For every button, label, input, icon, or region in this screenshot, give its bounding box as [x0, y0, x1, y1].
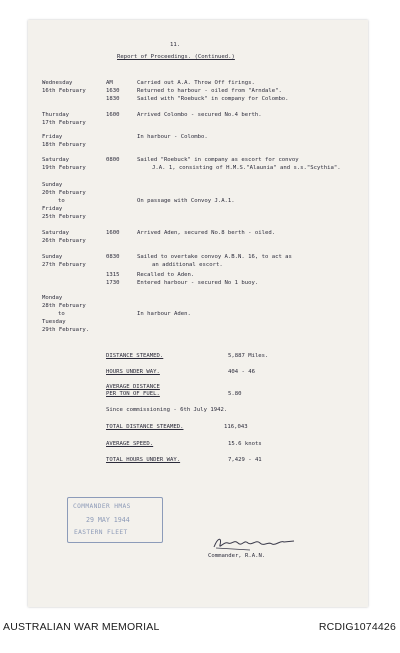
entry-date: Saturday: [42, 230, 69, 236]
entry-text: Arrived Aden, secured No.8 berth - oiled.: [137, 230, 276, 236]
entry-date: 25th February: [42, 214, 86, 220]
entry-time: 1600: [106, 230, 120, 236]
entry-text: Sailed to overtake convoy A.B.N. 16, to act as: [137, 254, 292, 260]
entry-text: Sailed "Roebuck" in company as escort for convoy: [137, 157, 299, 163]
entry-date: 20th February: [42, 190, 86, 196]
avg-distance-value: 5.80: [228, 391, 242, 397]
entry-text: Carried out A.A. Throw Off firings.: [137, 80, 255, 86]
entry-time: AM: [106, 80, 113, 86]
entry-date: 19th February: [42, 165, 86, 171]
entry-time: 0830: [106, 254, 120, 260]
entry-date: Friday: [42, 134, 63, 140]
signature-title: Commander, R.A.N.: [208, 553, 266, 559]
entry-time: 1730: [106, 280, 120, 286]
entry-time: 1830: [106, 96, 120, 102]
entry-text: Returned to harbour - oiled from "Arndale".: [137, 88, 282, 94]
footer-institution: AUSTRALIAN WAR MEMORIAL: [3, 621, 160, 633]
hours-value: 404 - 46: [228, 369, 255, 375]
entry-time: 1630: [106, 88, 120, 94]
entry-date: to: [58, 311, 65, 317]
total-distance-value: 116,043: [224, 424, 248, 430]
avg-speed-label: AVERAGE SPEED.: [106, 441, 154, 447]
signature-icon: [210, 533, 300, 553]
entry-date: Friday: [42, 206, 63, 212]
entry-date: 28th February: [42, 303, 86, 309]
total-hours-value: 7,429 - 41: [228, 457, 262, 463]
entry-date: Monday: [42, 295, 63, 301]
since-commissioning: Since commissioning - 6th July 1942.: [106, 407, 228, 413]
entry-date: Saturday: [42, 157, 69, 163]
hours-label: HOURS UNDER WAY.: [106, 369, 160, 375]
avg-distance-label-2: PER TON OF FUEL.: [106, 391, 160, 397]
distance-label: DISTANCE STEAMED.: [106, 353, 164, 359]
entry-date: to: [58, 198, 65, 204]
entry-date: 16th February: [42, 88, 86, 94]
entry-text: In harbour - Colombo.: [137, 134, 208, 140]
entry-date: Tuesday: [42, 319, 66, 325]
entry-text: On passage with Convoy J.A.1.: [137, 198, 235, 204]
entry-time: 1315: [106, 272, 120, 278]
received-stamp: COMMANDER HMAS 29 MAY 1944 EASTERN FLEET: [67, 497, 163, 543]
entry-date: Thursday: [42, 112, 69, 118]
entry-time: 0800: [106, 157, 120, 163]
entry-text: J.A. 1, consisting of H.M.S."Alaunia" and s.s."Scythia".: [152, 165, 341, 171]
report-title: Report of Proceedings. (Continued.): [117, 54, 235, 60]
page-number: 11.: [170, 42, 181, 48]
total-hours-label: TOTAL HOURS UNDER WAY.: [106, 457, 181, 463]
total-distance-label: TOTAL DISTANCE STEAMED.: [106, 424, 184, 430]
entry-date: 27th February: [42, 262, 86, 268]
avg-speed-value: 15.6 knots: [228, 441, 262, 447]
entry-date: 26th February: [42, 238, 86, 244]
entry-text: Entered harbour - secured No 1 buoy.: [137, 280, 259, 286]
entry-date: 29th February.: [42, 327, 90, 333]
entry-date: 17th February: [42, 120, 86, 126]
entry-text: Recalled to Aden.: [137, 272, 195, 278]
entry-time: 1600: [106, 112, 120, 118]
entry-date: Sunday: [42, 254, 63, 260]
entry-text: Arrived Colombo - secured No.4 berth.: [137, 112, 262, 118]
entry-text: Sailed with "Roebuck" in company for Colombo.: [137, 96, 289, 102]
entry-date: Sunday: [42, 182, 63, 188]
entry-date: 18th February: [42, 142, 86, 148]
entry-date: Wednesday: [42, 80, 73, 86]
footer-record-id: RCDIG1074426: [318, 621, 396, 633]
distance-value: 5,887 Miles.: [228, 353, 269, 359]
entry-text: an additional escort.: [152, 262, 223, 268]
avg-distance-label-1: AVERAGE DISTANCE: [106, 384, 160, 390]
entry-text: In harbour Aden.: [137, 311, 191, 317]
